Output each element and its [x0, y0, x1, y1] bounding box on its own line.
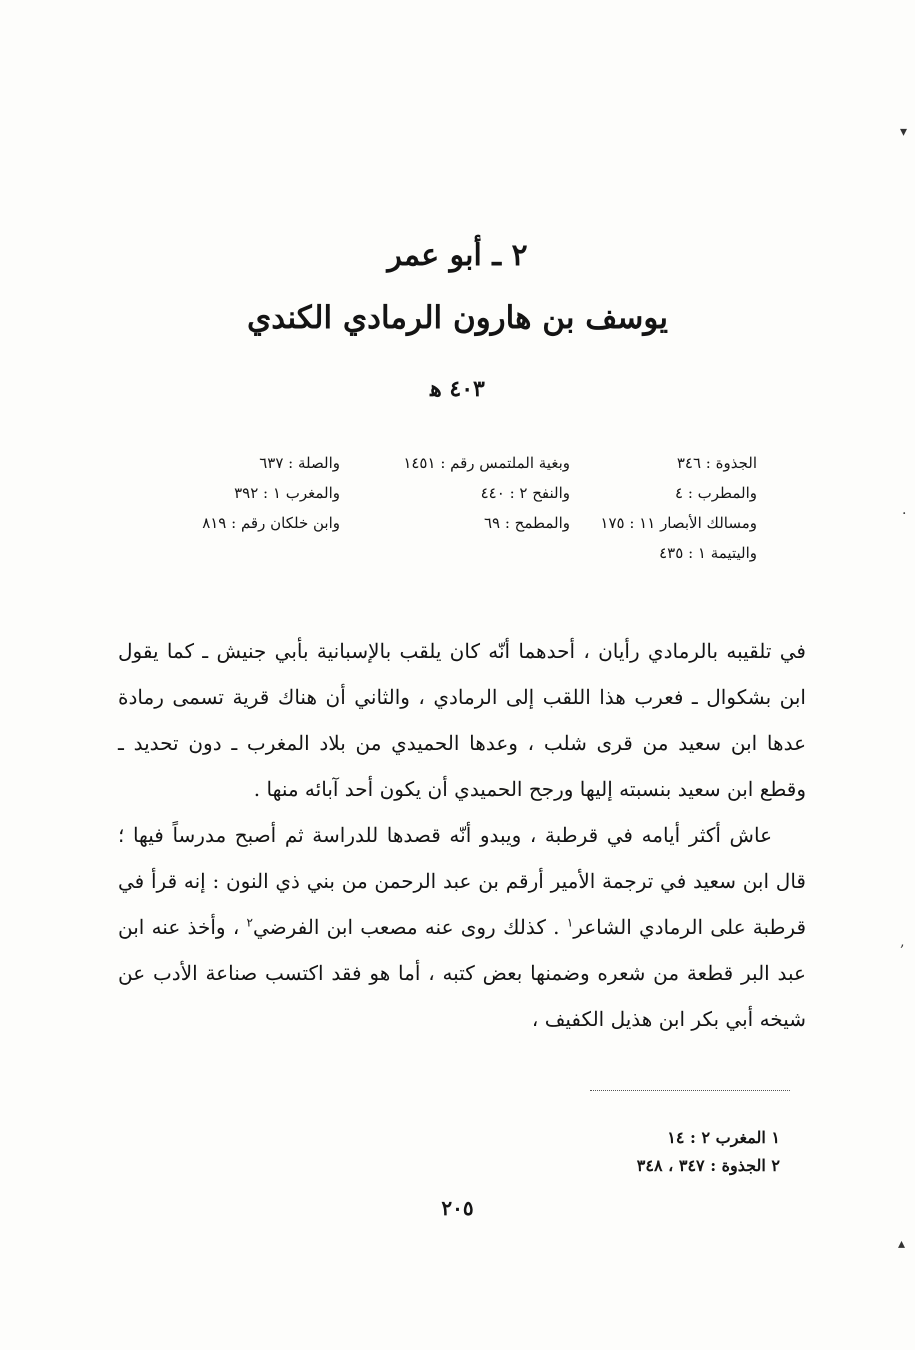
body-text: [118, 628, 806, 1042]
source-entry: [125, 538, 340, 568]
source-entry: الجذوة : ٣٤٦: [676, 454, 757, 472]
source-entry: واليتيمة ١ : ٤٣٥: [659, 544, 757, 562]
sources-row: [125, 448, 757, 478]
source-entry: وبغية الملتمس رقم : ١٤٥١: [403, 454, 570, 472]
footnote-1: ١ المغرب ٢ : ١٤: [667, 1128, 780, 1147]
paragraph-2: [118, 812, 806, 1042]
source-entry: والنفح ٢ : ٤٤٠: [480, 484, 570, 502]
entry-death-year: ٤٠٣ ﻫ: [430, 376, 485, 402]
footnote-ref-1: ١: [566, 915, 574, 930]
margin-mark: ‚: [900, 934, 905, 950]
margin-mark: ▴: [898, 1236, 906, 1252]
margin-mark: ·: [902, 506, 907, 522]
paragraph-1: في تلقيبه بالرمادي رأيان ، أحدهما أنّه كان يلقب بالإسبانية بأبي جنيش ـ كما يقول ابن بشكوال ـ فعرب هذا اللقب إلى الرمادي ، والثاني أن هناك قرية تسمى رمادة عدها ابن سعيد من قرى شلب ، وعدها الحميدي من بلاد المغرب ـ دون تحديد ـ وقطع ابن سعيد بنسبته إليها ورجح الحميدي أن يكون أحد آبائه منها .: [118, 639, 806, 801]
source-entry: والمطرب : ٤: [674, 484, 757, 502]
entry-full-name: يوسف بن هارون الرمادي الكندي: [247, 300, 668, 336]
paragraph-2-part-c: ، وأخذ عنه ابن عبد البر قطعة من شعره وضمنها بعض كتبه ، أما هو فقد اكتسب صناعة الأدب عن شيخه أبي بكر ابن هذيل الكفيف ،: [118, 915, 806, 1031]
page-number: ٢٠٥: [441, 1196, 474, 1220]
margin-mark: ▾: [900, 124, 908, 140]
entry-number-title: ٢ ـ أبو عمر: [387, 238, 528, 273]
footnote-2: ٢ الجذوة : ٣٤٧ ، ٣٤٨: [636, 1156, 780, 1175]
source-entry: والمطمح : ٦٩: [483, 514, 570, 532]
source-entry: والصلة : ٦٣٧: [259, 454, 340, 472]
footnote-divider: [590, 1090, 790, 1091]
sources-list: [125, 448, 757, 568]
source-entry: وابن خلكان رقم : ٨١٩: [202, 514, 340, 532]
footnote-ref-2: ٢: [246, 915, 253, 930]
source-entry: [340, 538, 570, 568]
paragraph-2-part-b: . كذلك روى عنه مصعب ابن الفرضي: [252, 915, 567, 939]
sources-row: [125, 478, 757, 508]
sources-row: [125, 538, 757, 568]
source-entry: والمغرب ١ : ٣٩٢: [234, 484, 340, 502]
paragraph-2-part-a: عاش أكثر أيامه في قرطبة ، ويبدو أنّه قصدها للدراسة ثم أصبح مدرساً فيها ؛ قال ابن سعيد في ترجمة الأمير أرقم بن عبد الرحمن من بني ذي النون : إنه قرأ في قرطبة على الرمادي الشاعر: [118, 823, 807, 939]
footnotes: [400, 1124, 780, 1180]
sources-row: [125, 508, 757, 538]
source-entry: ومسالك الأبصار ١١ : ١٧٥: [600, 514, 757, 532]
